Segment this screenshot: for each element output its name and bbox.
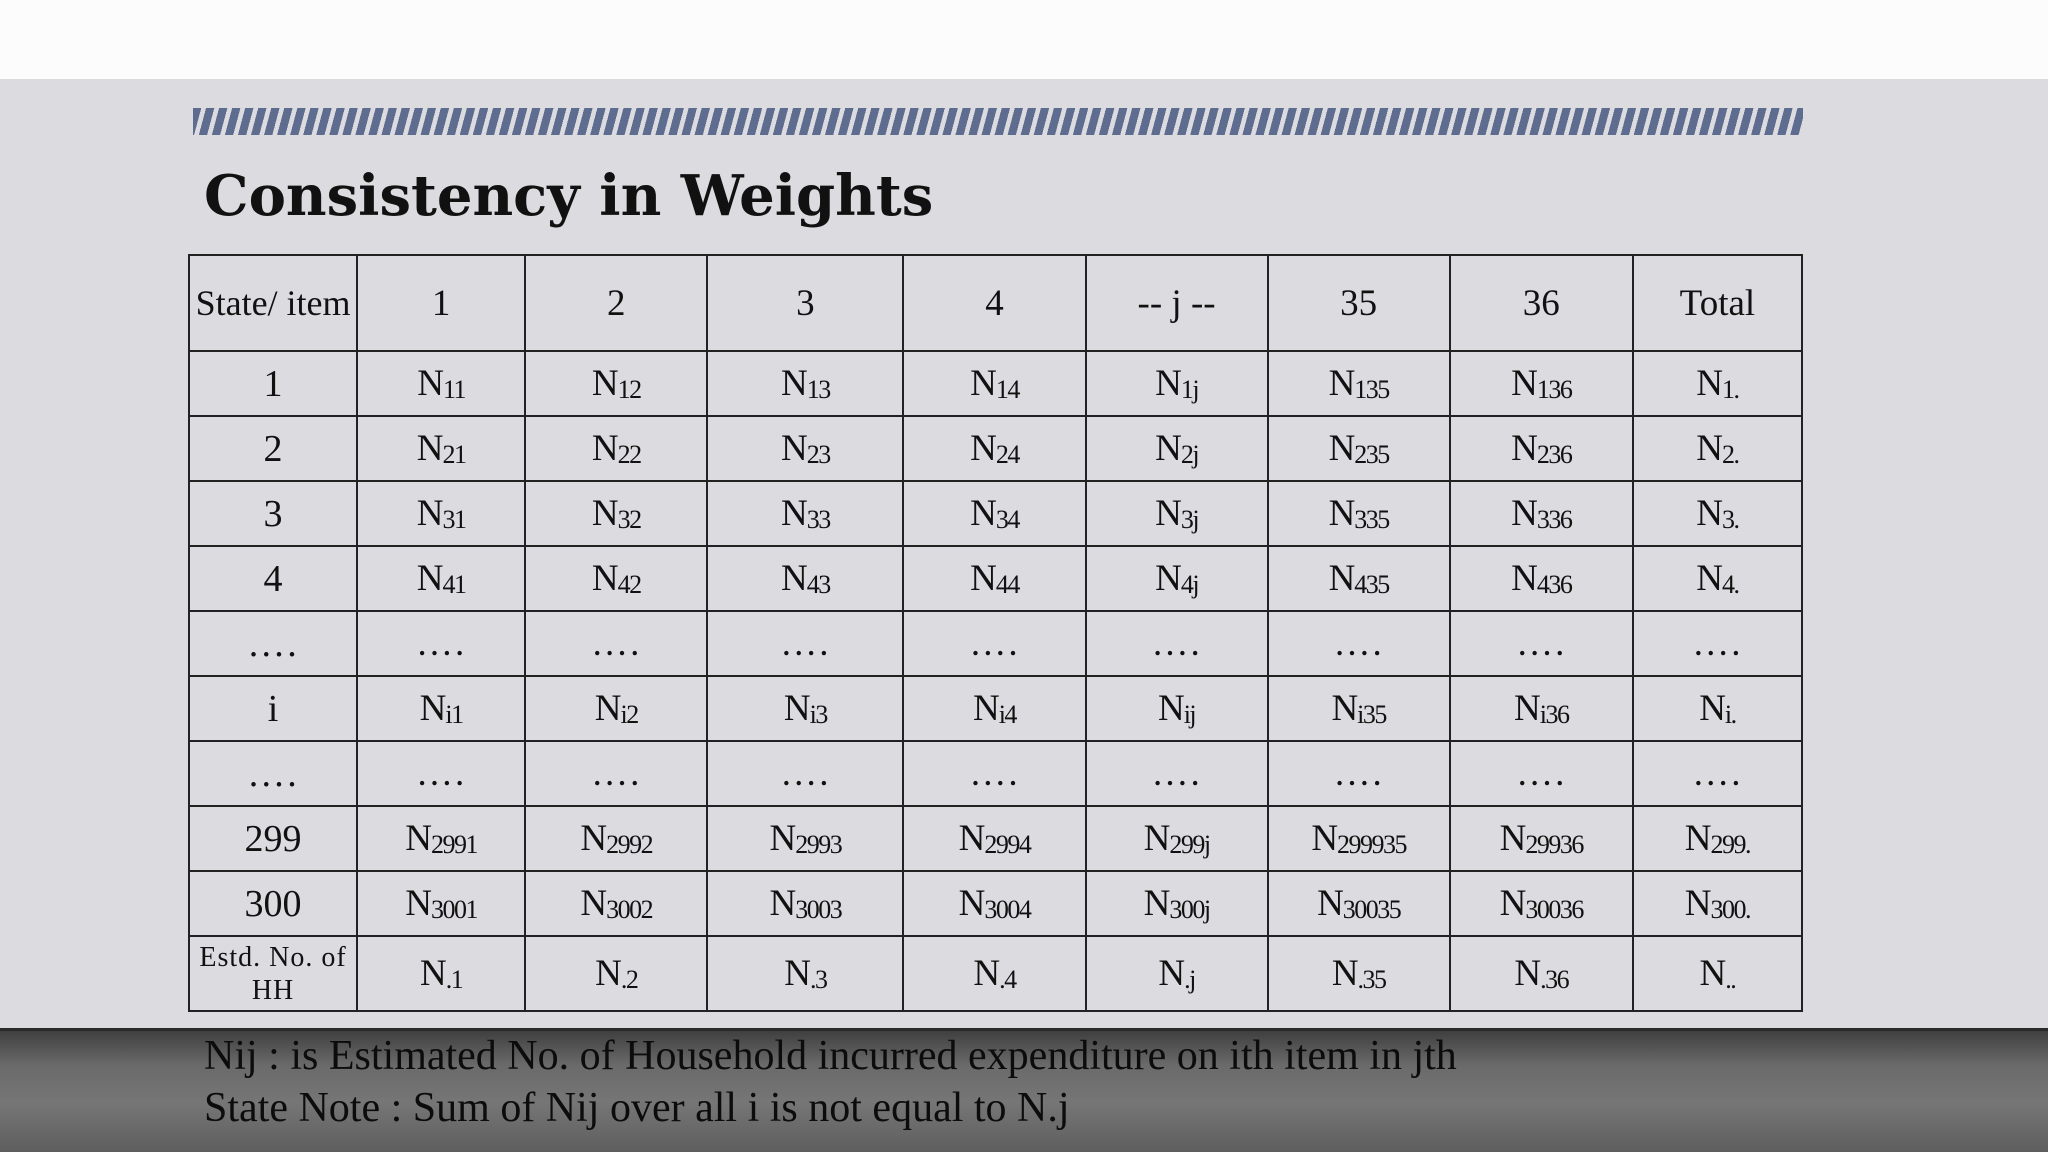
column-header-state-item: State/ item xyxy=(189,255,357,351)
cell-subscript: i2 xyxy=(620,700,638,729)
cell-subscript: 2991 xyxy=(431,830,477,859)
cell-symbol: N xyxy=(420,953,446,994)
table-cell xyxy=(903,936,1085,1011)
row-header: 3 xyxy=(189,481,357,546)
table-cell xyxy=(1268,351,1450,416)
cell-subscript: 4. xyxy=(1722,570,1739,599)
table-cell xyxy=(707,676,903,741)
cell-subscript: 11 xyxy=(442,375,466,404)
cell-symbol: N xyxy=(1155,558,1181,599)
cell-symbol: N xyxy=(769,818,796,859)
row-header: Estd. No. of HH xyxy=(189,936,357,1011)
top-margin xyxy=(0,0,2048,79)
cell-symbol: N xyxy=(1696,428,1723,469)
row-header: …. xyxy=(189,741,357,806)
cell-subscript: i. xyxy=(1724,700,1736,729)
table-row xyxy=(189,871,1802,936)
cell-symbol: N xyxy=(970,493,996,534)
cell-subscript: 299935 xyxy=(1337,830,1407,859)
cell-subscript: 42 xyxy=(617,570,641,599)
cell-symbol: N xyxy=(1696,363,1723,404)
cell-symbol: N xyxy=(958,818,985,859)
cell-subscript: 136 xyxy=(1536,375,1572,404)
cell-symbol: N xyxy=(1331,953,1358,994)
row-header: 2 xyxy=(189,416,357,481)
cell-subscript: 30035 xyxy=(1342,895,1401,924)
cell-subscript: 3j xyxy=(1180,505,1199,534)
cell-symbol: N xyxy=(594,688,621,729)
table-cell xyxy=(1268,416,1450,481)
cell-symbol: N xyxy=(1511,558,1537,599)
cell-symbol: N xyxy=(780,363,807,404)
table-row xyxy=(189,676,1802,741)
cell-symbol: N xyxy=(1328,428,1355,469)
cell-subscript: .4 xyxy=(999,965,1016,994)
table-row xyxy=(189,351,1802,416)
cell-symbol: N xyxy=(419,688,446,729)
cell-subscript: 1j xyxy=(1180,375,1199,404)
row-header: 4 xyxy=(189,546,357,611)
cell-symbol: N xyxy=(970,558,996,599)
table-cell xyxy=(1268,871,1450,936)
cell-symbol: N xyxy=(1328,558,1355,599)
cell-symbol: N xyxy=(405,818,431,859)
cell-symbol: N xyxy=(1499,818,1526,859)
table-row xyxy=(189,611,1802,676)
cell-subscript: 3001 xyxy=(431,895,477,924)
row-header: 299 xyxy=(189,806,357,871)
cell-subscript: i4 xyxy=(998,700,1016,729)
cell-subscript: 34 xyxy=(995,505,1019,534)
cell-symbol: N xyxy=(1155,363,1181,404)
table-cell xyxy=(1268,936,1450,1011)
table-cell xyxy=(903,676,1085,741)
table-cell xyxy=(903,481,1085,546)
cell-symbol: N xyxy=(591,493,618,534)
table-cell xyxy=(1086,676,1268,741)
cell-symbol: N xyxy=(783,688,810,729)
cell-symbol: N xyxy=(405,883,431,924)
table-cell: …. xyxy=(357,741,525,806)
row-header: 1 xyxy=(189,351,357,416)
table-cell: …. xyxy=(707,611,903,676)
decorative-stripe-bar xyxy=(193,108,1803,135)
table-cell xyxy=(357,416,525,481)
cell-symbol: N xyxy=(1158,953,1185,994)
cell-symbol: N xyxy=(970,363,996,404)
cell-symbol: N xyxy=(1699,688,1725,729)
table-cell xyxy=(525,936,707,1011)
weights-table xyxy=(188,254,1803,1012)
cell-symbol: N xyxy=(1499,883,1526,924)
cell-subscript: 3003 xyxy=(795,895,842,924)
table-row xyxy=(189,741,1802,806)
table-row xyxy=(189,936,1802,1011)
table-header-row xyxy=(189,255,1802,351)
cell-subscript: .2 xyxy=(620,965,638,994)
cell-subscript: 2j xyxy=(1180,440,1199,469)
cell-symbol: N xyxy=(958,883,985,924)
cell-symbol: N xyxy=(591,558,618,599)
slide-title: Consistency in Weights xyxy=(204,163,934,229)
column-header: 36 xyxy=(1450,255,1633,351)
cell-subscript: 3002 xyxy=(606,895,653,924)
column-header: 3 xyxy=(707,255,903,351)
table-cell xyxy=(1450,806,1633,871)
table-cell xyxy=(1086,351,1268,416)
cell-symbol: N xyxy=(1511,363,1537,404)
table-cell xyxy=(525,546,707,611)
table-cell: …. xyxy=(525,741,707,806)
table-cell xyxy=(1450,351,1633,416)
cell-symbol: N xyxy=(780,558,807,599)
cell-subscript: 236 xyxy=(1536,440,1572,469)
cell-subscript: .j xyxy=(1184,965,1195,994)
table-cell: …. xyxy=(1268,611,1450,676)
table-cell xyxy=(1450,546,1633,611)
table-cell xyxy=(357,806,525,871)
table-cell: …. xyxy=(1086,741,1268,806)
table-cell xyxy=(357,481,525,546)
cell-subscript: 1. xyxy=(1722,375,1739,404)
column-header: 2 xyxy=(525,255,707,351)
column-header: Total xyxy=(1633,255,1802,351)
cell-symbol: N xyxy=(1328,363,1355,404)
cell-subscript: 12 xyxy=(617,375,641,404)
cell-symbol: N xyxy=(1684,883,1711,924)
cell-subscript: 135 xyxy=(1354,375,1389,404)
cell-subscript: 29936 xyxy=(1525,830,1583,859)
table-row xyxy=(189,481,1802,546)
cell-subscript: 435 xyxy=(1354,570,1389,599)
cell-symbol: N xyxy=(591,428,618,469)
row-header: i xyxy=(189,676,357,741)
table-cell: …. xyxy=(1450,741,1633,806)
table-cell: …. xyxy=(357,611,525,676)
table-cell xyxy=(1086,481,1268,546)
table-cell xyxy=(1450,416,1633,481)
table-cell xyxy=(707,546,903,611)
table-cell xyxy=(525,351,707,416)
table-cell xyxy=(1086,806,1268,871)
cell-symbol: N xyxy=(417,363,443,404)
table-cell xyxy=(1633,936,1802,1011)
table-cell xyxy=(1633,481,1802,546)
table-cell xyxy=(525,676,707,741)
cell-subscript: 4j xyxy=(1180,570,1199,599)
row-header: 300 xyxy=(189,871,357,936)
cell-subscript: 24 xyxy=(995,440,1019,469)
table-cell xyxy=(1086,416,1268,481)
cell-subscript: i35 xyxy=(1357,700,1386,729)
cell-symbol: N xyxy=(970,428,996,469)
cell-symbol: N xyxy=(1331,688,1358,729)
cell-symbol: N xyxy=(769,883,796,924)
cell-symbol: N xyxy=(1143,818,1170,859)
table-cell xyxy=(357,871,525,936)
cell-subscript: 22 xyxy=(617,440,641,469)
table-cell: …. xyxy=(707,741,903,806)
cell-subscript: 299. xyxy=(1710,830,1751,859)
table-cell xyxy=(1450,676,1633,741)
cell-subscript: 14 xyxy=(995,375,1019,404)
table-cell xyxy=(1086,871,1268,936)
cell-subscript: i36 xyxy=(1539,700,1569,729)
cell-symbol: N xyxy=(1511,493,1537,534)
table-cell xyxy=(707,936,903,1011)
table-cell xyxy=(707,871,903,936)
cell-subscript: 300. xyxy=(1710,895,1751,924)
table-cell xyxy=(357,676,525,741)
table-cell: …. xyxy=(1450,611,1633,676)
cell-symbol: N xyxy=(416,558,443,599)
table-row xyxy=(189,546,1802,611)
cell-symbol: N xyxy=(1155,493,1181,534)
table-cell xyxy=(1086,936,1268,1011)
cell-symbol: N xyxy=(1328,493,1355,534)
cell-subscript: 3. xyxy=(1722,505,1739,534)
cell-subscript: 336 xyxy=(1536,505,1572,534)
cell-subscript: 43 xyxy=(806,570,830,599)
table-cell xyxy=(1633,806,1802,871)
cell-subscript: 3004 xyxy=(984,895,1031,924)
table-cell: …. xyxy=(903,741,1085,806)
column-header: 4 xyxy=(903,255,1085,351)
cell-subscript: 2993 xyxy=(795,830,842,859)
table-cell xyxy=(903,546,1085,611)
table-cell xyxy=(525,416,707,481)
table-cell xyxy=(357,936,525,1011)
cell-symbol: N xyxy=(1699,953,1726,994)
table-row xyxy=(189,806,1802,871)
table-cell xyxy=(707,481,903,546)
table-cell xyxy=(357,546,525,611)
cell-subscript: 300j xyxy=(1169,895,1210,924)
cell-subscript: .35 xyxy=(1357,965,1386,994)
table-cell xyxy=(1268,806,1450,871)
cell-subscript: i3 xyxy=(809,700,827,729)
table-cell: …. xyxy=(525,611,707,676)
cell-symbol: N xyxy=(1514,688,1540,729)
cell-symbol: N xyxy=(784,953,810,994)
table-cell xyxy=(1268,481,1450,546)
table-cell xyxy=(1450,871,1633,936)
cell-symbol: N xyxy=(780,428,807,469)
cell-symbol: N xyxy=(1696,558,1723,599)
cell-subscript: 32 xyxy=(617,505,641,534)
table-cell: …. xyxy=(903,611,1085,676)
footnote-line-1: Nij : is Estimated No. of Household incurred expenditure on ith item in jth xyxy=(204,1033,1457,1079)
cell-subscript: i1 xyxy=(445,700,463,729)
cell-symbol: N xyxy=(1143,883,1170,924)
table-cell xyxy=(1086,546,1268,611)
cell-subscript: 30036 xyxy=(1525,895,1583,924)
cell-symbol: N xyxy=(972,688,999,729)
cell-symbol: N xyxy=(780,493,807,534)
table-row xyxy=(189,416,1802,481)
cell-symbol: N xyxy=(1311,818,1338,859)
cell-symbol: N xyxy=(595,953,621,994)
row-header: …. xyxy=(189,611,357,676)
cell-subscript: 436 xyxy=(1536,570,1572,599)
table-cell xyxy=(707,351,903,416)
table-cell: …. xyxy=(1633,741,1802,806)
table-cell xyxy=(1450,481,1633,546)
table-cell: …. xyxy=(1086,611,1268,676)
footnote-line-2: State Note : Sum of Nij over all i is not equal to N.j xyxy=(204,1085,1070,1131)
cell-symbol: N xyxy=(416,428,443,469)
table-cell xyxy=(525,481,707,546)
cell-subscript: 2. xyxy=(1722,440,1739,469)
cell-subscript: 2992 xyxy=(606,830,653,859)
table-cell xyxy=(903,806,1085,871)
cell-symbol: N xyxy=(1157,688,1184,729)
cell-subscript: .1 xyxy=(445,965,463,994)
cell-symbol: N xyxy=(1155,428,1181,469)
table-cell xyxy=(1633,546,1802,611)
column-header: 35 xyxy=(1268,255,1450,351)
cell-subscript: ij xyxy=(1183,700,1196,729)
cell-symbol: N xyxy=(580,883,607,924)
cell-symbol: N xyxy=(580,818,607,859)
cell-subscript: 23 xyxy=(806,440,830,469)
table-cell xyxy=(1450,936,1633,1011)
cell-symbol: N xyxy=(416,493,443,534)
table-cell xyxy=(525,806,707,871)
table-cell xyxy=(903,351,1085,416)
cell-symbol: N xyxy=(1696,493,1723,534)
cell-subscript: 13 xyxy=(806,375,830,404)
table-cell xyxy=(1633,416,1802,481)
table-cell xyxy=(357,351,525,416)
cell-subscript: 335 xyxy=(1354,505,1389,534)
table-cell xyxy=(903,871,1085,936)
table-cell xyxy=(707,806,903,871)
table-cell xyxy=(903,416,1085,481)
cell-subscript: 235 xyxy=(1354,440,1389,469)
cell-symbol: N xyxy=(1514,953,1541,994)
table-cell xyxy=(1268,676,1450,741)
cell-symbol: N xyxy=(1684,818,1711,859)
cell-subscript: 41 xyxy=(442,570,466,599)
cell-symbol: N xyxy=(1317,883,1343,924)
table-cell: …. xyxy=(1268,741,1450,806)
cell-symbol: N xyxy=(591,363,618,404)
table-cell xyxy=(1633,351,1802,416)
table-cell: …. xyxy=(1633,611,1802,676)
column-header: -- j -- xyxy=(1086,255,1268,351)
table-cell xyxy=(1633,676,1802,741)
table-cell xyxy=(1633,871,1802,936)
cell-subscript: 2994 xyxy=(984,830,1031,859)
cell-subscript: 299j xyxy=(1169,830,1210,859)
cell-symbol: N xyxy=(973,953,1000,994)
table-cell xyxy=(707,416,903,481)
cell-subscript: 21 xyxy=(442,440,466,469)
table-cell xyxy=(525,871,707,936)
cell-symbol: N xyxy=(1511,428,1537,469)
cell-subscript: 33 xyxy=(806,505,830,534)
table-cell xyxy=(1268,546,1450,611)
column-header: 1 xyxy=(357,255,525,351)
cell-subscript: 44 xyxy=(995,570,1019,599)
cell-subscript: .3 xyxy=(809,965,827,994)
cell-subscript: 31 xyxy=(442,505,466,534)
table-body xyxy=(189,351,1802,1011)
cell-subscript: .. xyxy=(1725,965,1736,994)
cell-subscript: .36 xyxy=(1540,965,1569,994)
